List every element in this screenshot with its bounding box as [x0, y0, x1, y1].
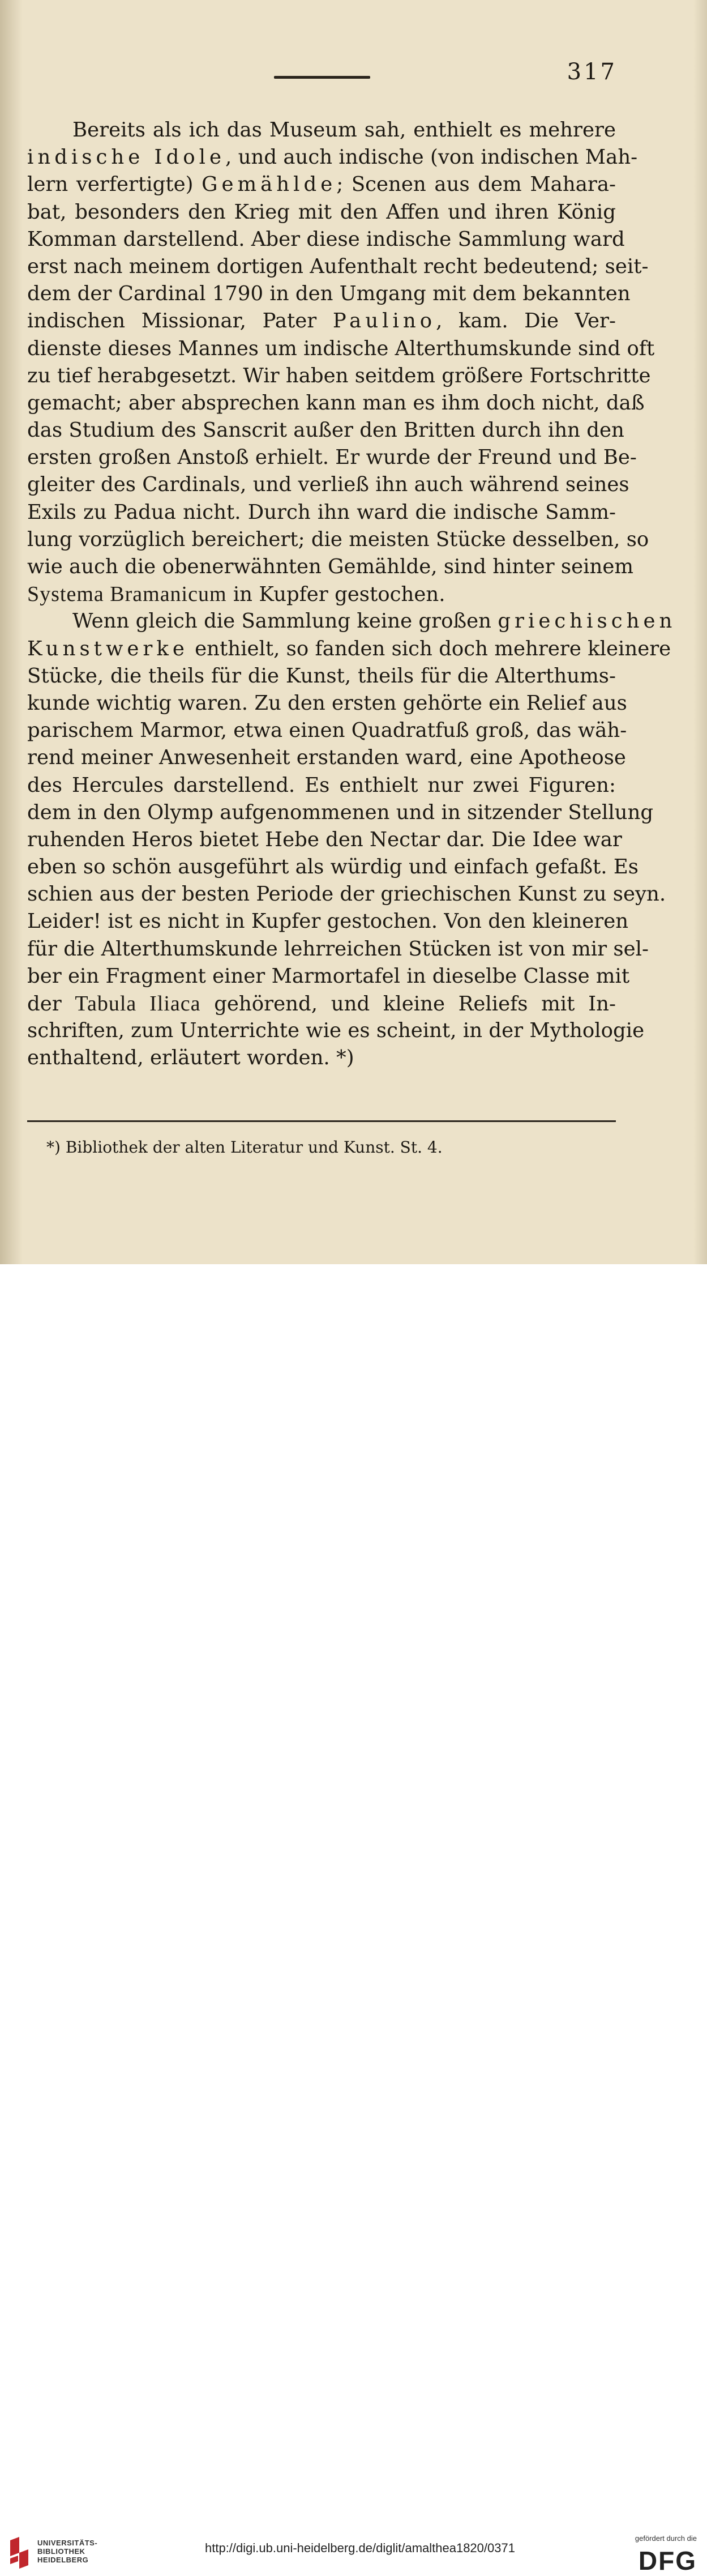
- dfg-logo: DFG: [638, 2546, 697, 2575]
- text-run: parischem Marmor, etwa einen Quadratfuß groß, das wäh-: [27, 719, 627, 743]
- text-run: , kam. Die Ver-: [436, 309, 616, 333]
- text-run: dem der Cardinal 1790 in den Umgang mit dem bekannten: [27, 282, 631, 306]
- library-name-line: UNIVERSITÄTS-: [37, 2539, 98, 2547]
- viewer-footer: [0, 1264, 707, 2575]
- text-run: indischen Missionar, Pater: [27, 309, 333, 333]
- text-run: enthaltend, erläutert worden. *): [27, 1046, 354, 1070]
- page-edge-shadow-right: [693, 0, 707, 1264]
- text-run: ; Scenen aus dem Mahara-: [336, 173, 616, 197]
- text-run: eben so schön ausgeführt als würdig und einfach gefaßt. Es: [27, 855, 639, 879]
- text-line: [27, 1044, 616, 1072]
- text-run: kunde wichtig waren. Zu den ersten gehörte ein Relief aus: [27, 691, 627, 715]
- text-run: Leider! ist es nicht in Kupfer gestochen. Von den kleineren: [27, 910, 629, 933]
- text-line: [27, 772, 616, 799]
- text-line: [27, 799, 654, 826]
- text-run: das Studium des Sanscrit außer den Britten durch ihn den: [27, 419, 624, 442]
- text-run: zu tief herabgesetzt. Wir haben seitdem größere Fortschritte: [27, 364, 651, 387]
- emphasized-text: indische Idole: [27, 146, 226, 169]
- text-line: [27, 199, 616, 226]
- text-line: [27, 144, 638, 171]
- text-line: [27, 499, 616, 526]
- text-run: Komman darstellend. Aber diese indische Sammlung ward: [27, 227, 625, 251]
- text-run: Exils zu Padua nicht. Durch ihn ward die indische Samm-: [27, 500, 616, 524]
- text-run: rend meiner Anwesenheit erstanden ward, eine Apotheose: [27, 746, 626, 770]
- library-name-line: HEIDELBERG: [37, 2556, 89, 2564]
- text-line: [27, 881, 666, 908]
- text-run: wie auch die obenerwähnten Gemählde, sind hinter seinem: [27, 555, 633, 578]
- footnote-rule: [27, 1120, 616, 1122]
- text-line: [27, 826, 622, 854]
- page-edge-shadow-left: [0, 0, 23, 1264]
- text-line: [27, 471, 629, 498]
- text-line: [27, 526, 649, 553]
- body-text: [27, 117, 676, 1072]
- text-run: schien aus der besten Periode der griechischen Kunst zu seyn.: [27, 882, 666, 906]
- text-run: , und auch indische (von indischen Mah-: [225, 146, 638, 169]
- page-number: 317: [567, 59, 617, 85]
- text-line: [27, 444, 637, 471]
- text-run: in Kupfer gestochen.: [226, 583, 445, 607]
- text-line: [27, 581, 616, 608]
- text-run: enthielt, so fanden sich doch mehrere kleinere: [188, 637, 671, 660]
- text-run: dienste dieses Mannes um indische Alterthumskunde sind oft: [27, 336, 655, 360]
- text-line: [27, 636, 671, 663]
- text-line: [27, 690, 627, 717]
- text-line: [27, 417, 624, 444]
- text-line: [27, 553, 633, 581]
- text-run: lern verfertigte): [27, 173, 202, 197]
- latin-text: Tabula Iliaca: [75, 992, 201, 1016]
- text-run: gleiter des Cardinals, und verließ ihn auch während seines: [27, 473, 629, 497]
- text-line: [27, 854, 639, 881]
- text-run: ersten großen Anstoß erhielt. Er wurde der Freund und Be-: [27, 446, 637, 470]
- text-run: Stücke, die theils für die Kunst, theils für die Alterthums-: [27, 664, 616, 688]
- emphasized-text: Gemählde: [202, 173, 337, 197]
- emphasized-text: Kunstwerke: [27, 637, 188, 660]
- text-line: [27, 717, 627, 744]
- text-line: [27, 990, 616, 1017]
- text-line: [27, 608, 676, 635]
- emphasized-text: Paulino: [332, 309, 436, 333]
- library-name-line: BIBLIOTHEK: [37, 2547, 85, 2556]
- text-run: erst nach meinem dortigen Aufenthalt recht bedeutend; seit-: [27, 254, 649, 278]
- university-library-logo-icon: [8, 2536, 31, 2570]
- text-line: [27, 335, 655, 362]
- text-line: [27, 663, 616, 690]
- text-run: Wenn gleich die Sammlung keine großen: [72, 609, 498, 633]
- footnote: *) Bibliothek der alten Literatur und Kunst. St. 4.: [46, 1138, 443, 1157]
- text-line: [27, 308, 616, 335]
- emphasized-text: griechischen: [498, 609, 676, 633]
- text-run: ber ein Fragment einer Marmortafel in dieselbe Classe mit: [27, 964, 630, 988]
- funding-caption: gefördert durch die: [635, 2534, 697, 2543]
- text-line: [27, 226, 625, 253]
- text-line: [27, 390, 645, 417]
- text-line: [27, 117, 616, 144]
- library-name: [37, 2539, 97, 2564]
- text-run: bat, besonders den Krieg mit den Affen und ihren König: [27, 200, 616, 224]
- text-run: schriften, zum Unterrichte wie es scheint, in der Mythologie: [27, 1019, 645, 1043]
- text-run: der: [27, 992, 75, 1016]
- header-rule: [274, 76, 370, 79]
- text-run: lung vorzüglich bereichert; die meisten Stücke desselben, so: [27, 527, 649, 551]
- text-line: [27, 744, 626, 771]
- text-line: [27, 280, 631, 308]
- permalink-url[interactable]: http://digi.ub.uni-heidelberg.de/diglit/amalthea1820/0371: [205, 2541, 515, 2555]
- latin-text: Systema Bramanicum: [27, 582, 227, 607]
- text-run: für die Alterthumskunde lehrreichen Stücken ist von mir sel-: [27, 937, 649, 961]
- text-line: [27, 362, 651, 390]
- text-line: [27, 253, 649, 280]
- text-line: [27, 171, 616, 198]
- text-run: des Hercules darstellend. Es enthielt nur zwei Figuren:: [27, 773, 616, 797]
- text-line: [27, 936, 649, 963]
- text-line: [27, 908, 629, 935]
- text-line: [27, 1017, 645, 1044]
- scanned-page: [0, 0, 707, 1264]
- text-run: gemacht; aber absprechen kann man es ihm doch nicht, daß: [27, 391, 645, 415]
- text-line: [27, 963, 630, 990]
- text-run: dem in den Olymp aufgenommenen und in sitzender Stellung: [27, 800, 654, 824]
- text-run: Bereits als ich das Museum sah, enthielt es mehrere: [72, 118, 616, 142]
- text-run: gehörend, und kleine Reliefs mit In-: [200, 992, 616, 1016]
- text-run: ruhenden Heros bietet Hebe den Nectar dar. Die Idee war: [27, 828, 622, 851]
